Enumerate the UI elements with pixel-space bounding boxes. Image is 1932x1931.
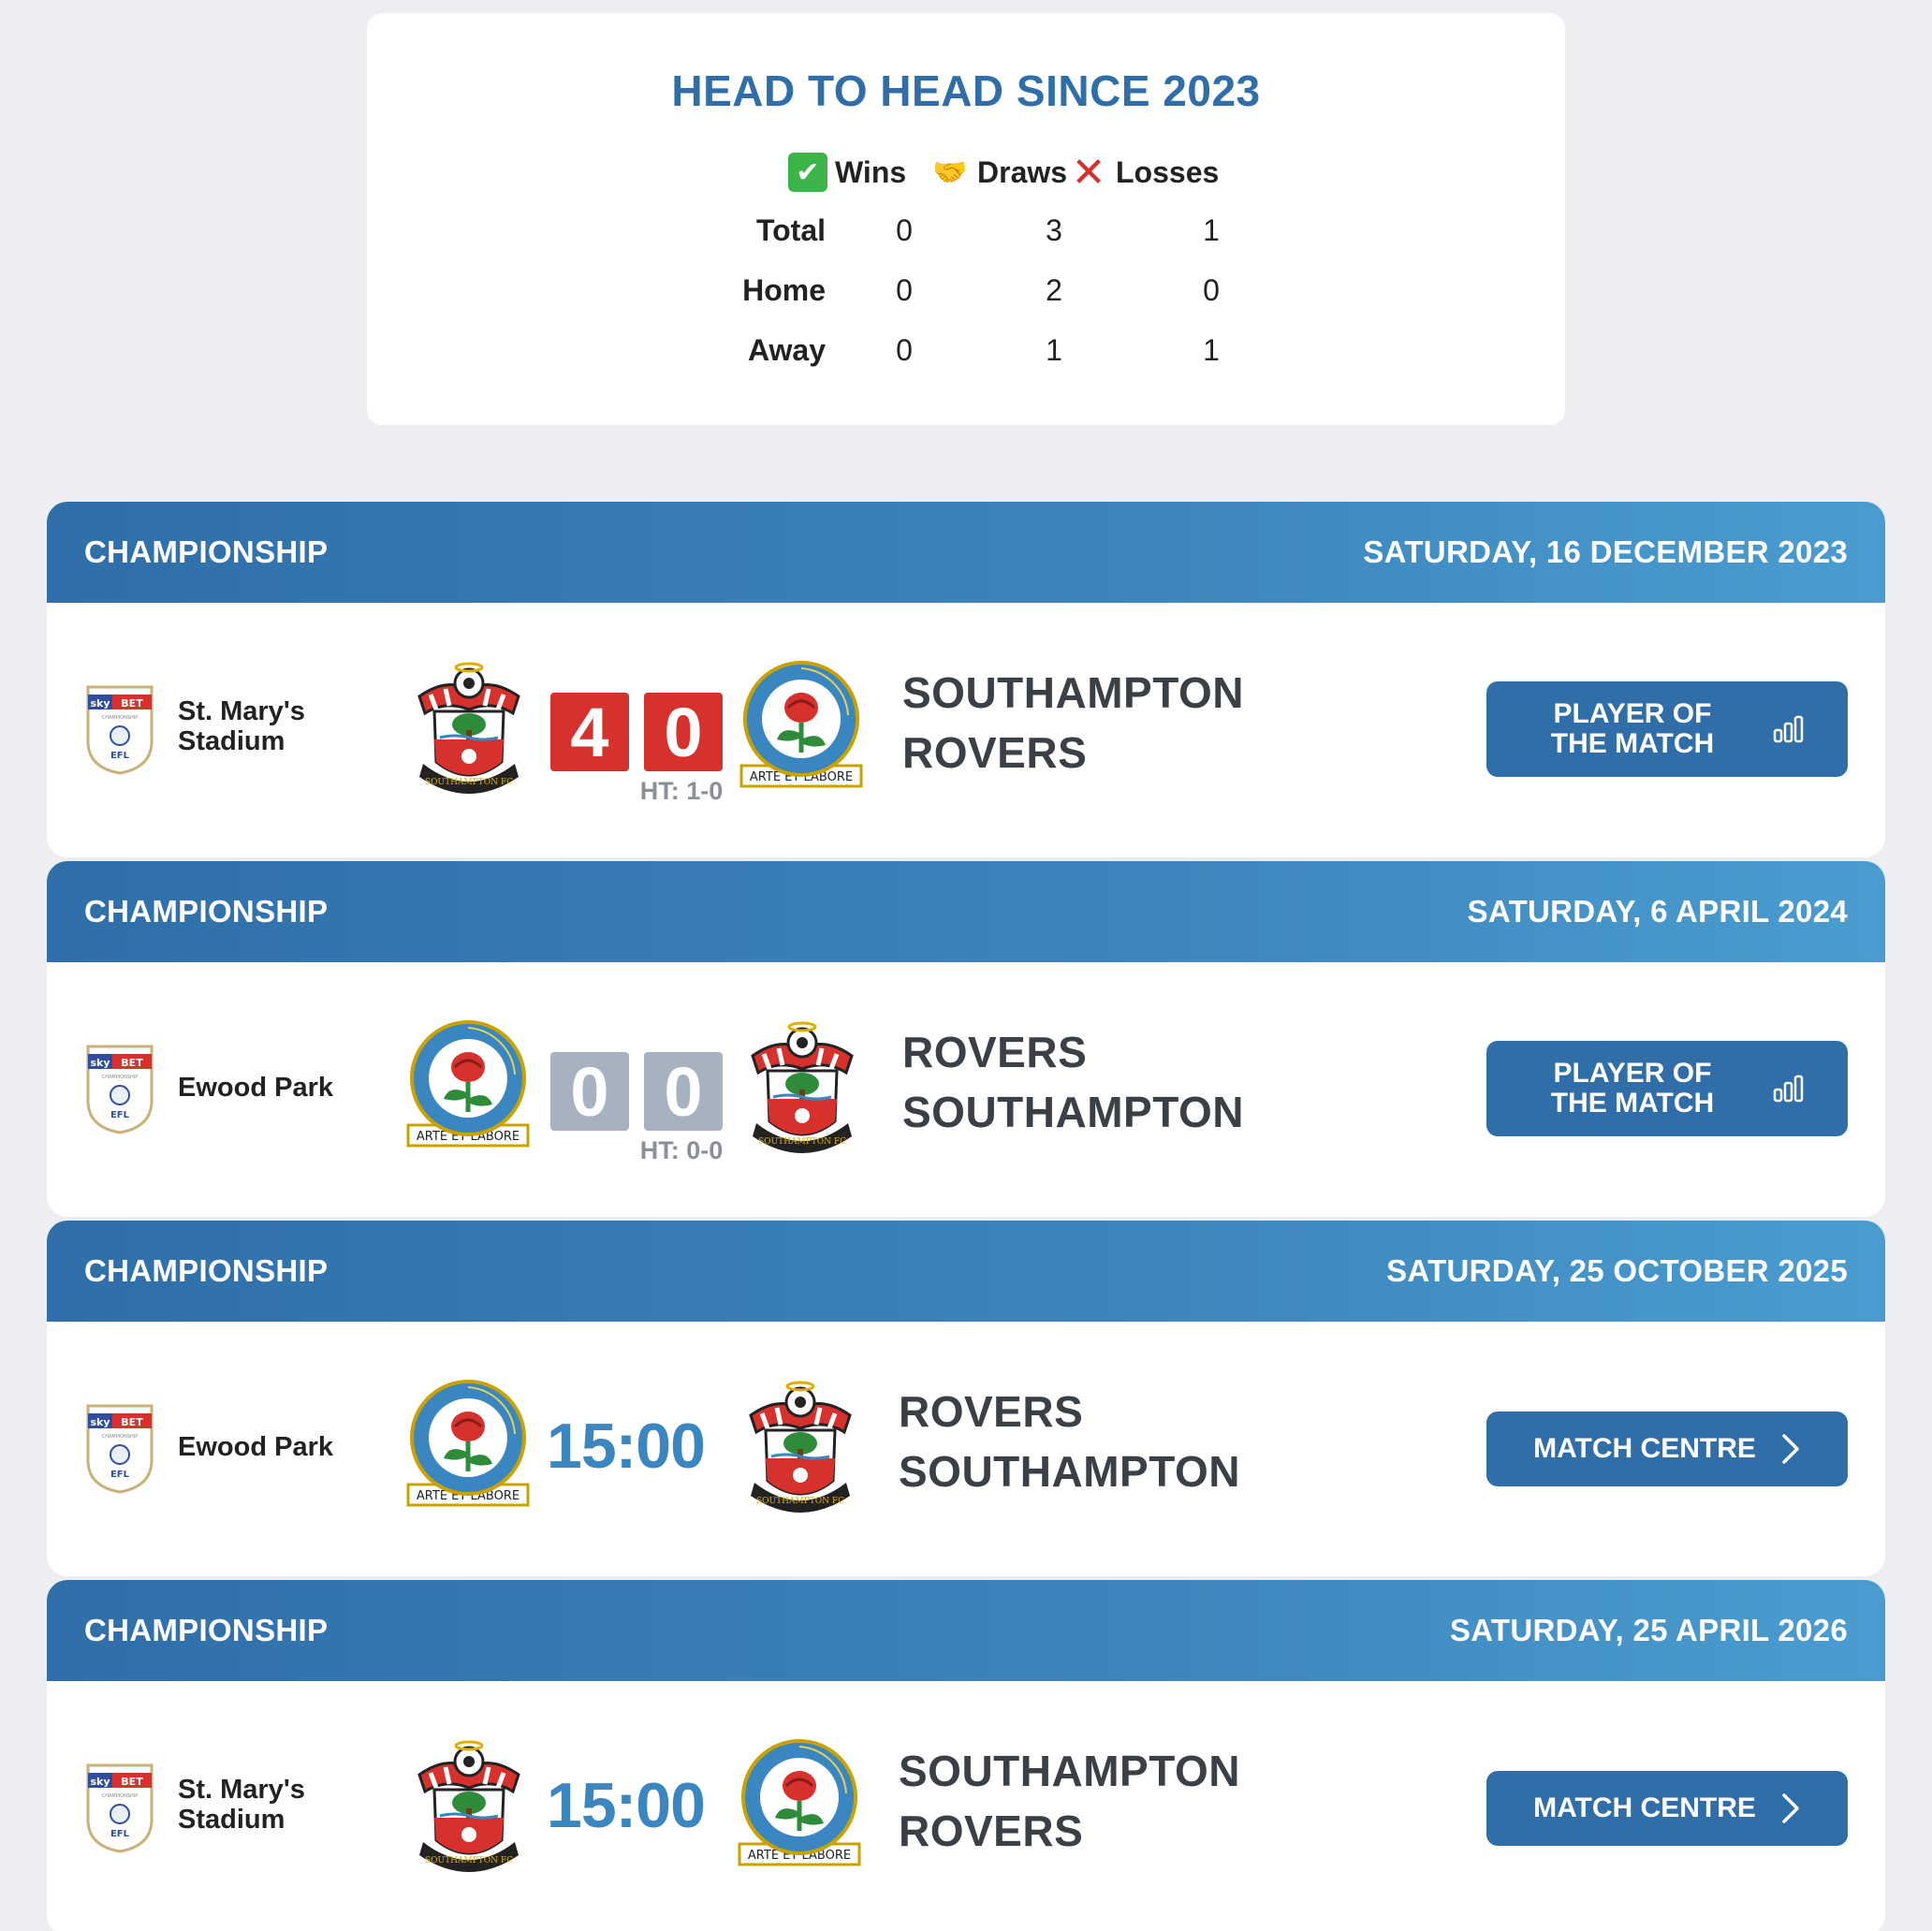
venue-name: Ewood Park bbox=[178, 1073, 333, 1103]
team-bottom: ROVERS bbox=[899, 1807, 1084, 1855]
team-names bbox=[902, 1022, 1244, 1142]
southampton-crest-icon bbox=[741, 1018, 863, 1159]
fixture-card bbox=[47, 502, 1885, 857]
southampton-crest-icon bbox=[408, 1737, 530, 1878]
blackburn-crest-icon bbox=[736, 659, 867, 799]
fixture-date: SATURDAY, 16 DECEMBER 2023 bbox=[1363, 534, 1848, 569]
head-to-head-title: HEAD TO HEAD SINCE 2023 bbox=[671, 66, 1261, 115]
sky-bet-championship-badge-icon bbox=[84, 681, 155, 775]
sky-bet-championship-badge-icon bbox=[84, 1400, 155, 1494]
fixture-date: SATURDAY, 25 OCTOBER 2025 bbox=[1386, 1253, 1848, 1288]
head-to-head-card bbox=[367, 13, 1565, 425]
team-top: SOUTHAMPTON bbox=[899, 1747, 1240, 1795]
away-score: 0 bbox=[644, 693, 723, 771]
blackburn-crest-icon bbox=[734, 1737, 865, 1878]
wins-column-header: ✔ Wins bbox=[788, 144, 906, 200]
handshake-icon: 🤝 bbox=[932, 156, 968, 188]
match-centre-button[interactable]: MATCH CENTRE bbox=[1486, 1771, 1848, 1846]
southampton-crest-icon bbox=[739, 1378, 861, 1518]
match-centre-button[interactable]: MATCH CENTRE bbox=[1486, 1412, 1848, 1486]
competition-name: CHAMPIONSHIP bbox=[84, 1613, 329, 1647]
competition-name: CHAMPIONSHIP bbox=[84, 894, 329, 929]
team-top: SOUTHAMPTON bbox=[902, 668, 1244, 717]
blackburn-crest-icon bbox=[402, 1378, 534, 1518]
cross-icon: ✕ bbox=[1071, 149, 1106, 196]
fixture-header bbox=[47, 502, 1885, 603]
fixture-header bbox=[47, 861, 1885, 962]
draws-column-header: 🤝 Draws bbox=[930, 144, 1067, 200]
venue-name: St. Mary's Stadium bbox=[178, 696, 305, 756]
kickoff-time: 15:00 bbox=[547, 1411, 705, 1482]
half-time-score: HT: 1-0 bbox=[639, 777, 724, 805]
team-names bbox=[902, 663, 1244, 783]
h2h-row-away: Away 0 1 1 bbox=[747, 333, 1220, 367]
half-time-score: HT: 0-0 bbox=[639, 1136, 724, 1164]
bar-chart-icon bbox=[1773, 1075, 1805, 1103]
team-bottom: ROVERS bbox=[902, 728, 1088, 777]
venue-name: St. Mary's Stadium bbox=[178, 1775, 305, 1835]
player-of-the-match-button[interactable]: PLAYER OF THE MATCH bbox=[1486, 1041, 1848, 1136]
fixture-card bbox=[47, 1221, 1885, 1576]
team-names bbox=[899, 1382, 1240, 1501]
home-score: 0 bbox=[550, 1052, 629, 1131]
team-names bbox=[899, 1741, 1240, 1861]
fixture-date: SATURDAY, 6 APRIL 2024 bbox=[1467, 894, 1848, 929]
check-icon: ✔ bbox=[788, 153, 827, 192]
sky-bet-championship-badge-icon bbox=[84, 1041, 155, 1134]
blackburn-crest-icon bbox=[402, 1018, 534, 1159]
team-top: ROVERS bbox=[899, 1387, 1084, 1436]
chevron-right-icon bbox=[1780, 1792, 1801, 1824]
team-bottom: SOUTHAMPTON bbox=[899, 1447, 1240, 1496]
fixture-card bbox=[47, 861, 1885, 1217]
h2h-row-total: Total 0 3 1 bbox=[755, 213, 1220, 247]
fixture-card bbox=[47, 1580, 1885, 1931]
sky-bet-championship-badge-icon bbox=[84, 1760, 155, 1853]
losses-column-header: ✕ Losses bbox=[1069, 144, 1219, 200]
h2h-row-home: Home 0 2 0 bbox=[742, 273, 1220, 307]
fixture-date: SATURDAY, 25 APRIL 2026 bbox=[1449, 1613, 1848, 1647]
fixture-header bbox=[47, 1580, 1885, 1681]
competition-name: CHAMPIONSHIP bbox=[84, 534, 329, 569]
chevron-right-icon bbox=[1780, 1433, 1801, 1465]
fixture-header bbox=[47, 1221, 1885, 1322]
bar-chart-icon bbox=[1773, 715, 1805, 743]
venue-name: Ewood Park bbox=[178, 1432, 333, 1462]
team-top: ROVERS bbox=[902, 1028, 1088, 1076]
team-bottom: SOUTHAMPTON bbox=[902, 1088, 1244, 1136]
kickoff-time: 15:00 bbox=[547, 1770, 705, 1841]
player-of-the-match-button[interactable]: PLAYER OF THE MATCH bbox=[1486, 681, 1848, 777]
southampton-crest-icon bbox=[408, 659, 530, 799]
away-score: 0 bbox=[644, 1052, 723, 1131]
home-score: 4 bbox=[550, 693, 629, 771]
competition-name: CHAMPIONSHIP bbox=[84, 1253, 329, 1288]
